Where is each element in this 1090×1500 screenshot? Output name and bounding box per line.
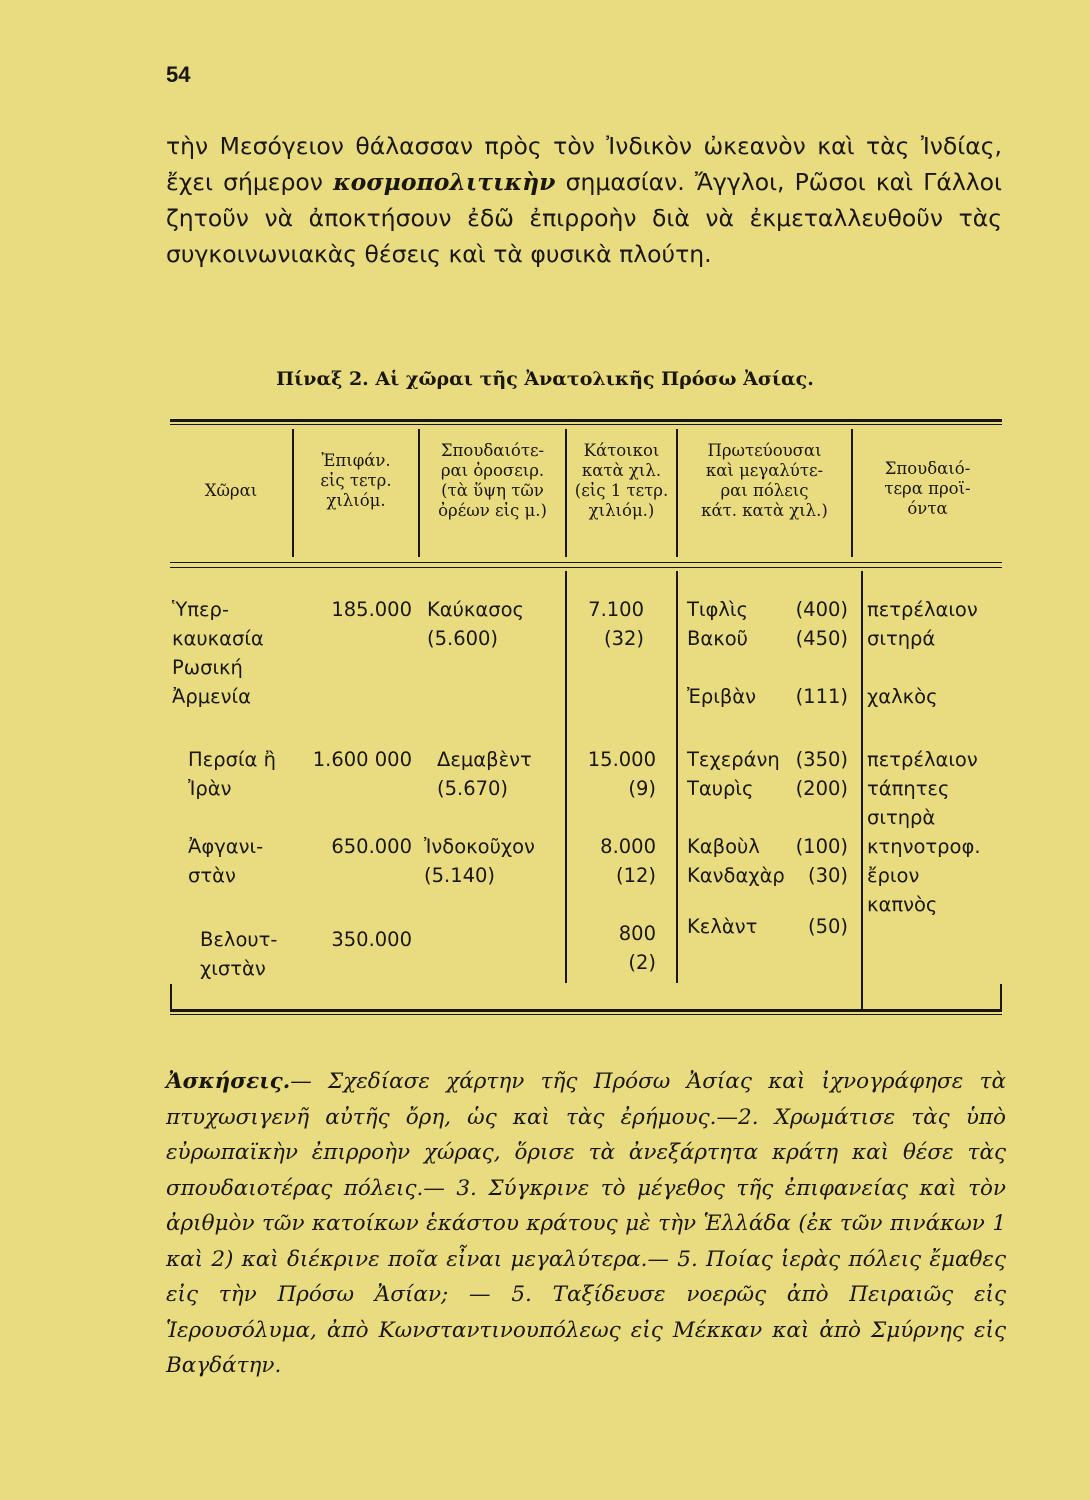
header-mountains: Σπουδαιότε- ραι ὀροσειρ. (τὰ ὕψη τῶν ὀρέων εἰς μ.) [438, 441, 547, 520]
table-row-2-cities: Τεχεράνη Ταυρὶς [687, 748, 780, 800]
table-row-3-mountains: Ἰνδοκοῦχον (5.140) [424, 835, 535, 887]
table-top-rule-thin [170, 424, 1002, 425]
table-row-1-mountains: Καύκασος (5.600) [427, 598, 525, 650]
table-row-3-country: Ἀφγανι- στὰν [188, 835, 264, 887]
body-divider-3 [861, 571, 863, 1009]
exercises-text: — Σχεδίασε χάρτην τῆς Πρόσω Ἀσίας καὶ ἰχνογράφησε τὰ πτυχωσιγενῆ αὐτῆς ὄρη, ὡς καὶ τὰς ἐρήμους.—2. Χρωμάτισε τὰς ὑπὸ εὐρωπαϊκὴν ἐπιρροὴν χώρας, ὅρισε τὰ ἀνεξάρτητα κράτη καὶ θέσε τὰς σπουδαιοτέρας πόλεις.— 3. Σύγκρινε τὸ μέγεθος τῆς ἐπιφανείας καὶ τὸν ἀριθμὸν τῶν κατοίκων ἑκάστου κράτους μὲ τὴν Ἑλλάδα (ἐκ τῶν πινάκων 1 καὶ 2) καὶ διέκρινε ποῖα εἶναι μεγαλύτερα.— 5. Ποίας ἱερὰς πόλεις ἔμαθες εἰς τὴν Πρόσω Ἀσίαν; — 5. Ταξίδευσε νοερῶς ἀπὸ Πειραιῶς εἰς Ἱερουσόλυμα, ἀπὸ Κωνσταντινουπόλεως εἰς Μέκκαν καὶ ἀπὸ Σμύρνης εἰς Βαγδάτην. [166, 1069, 1006, 1378]
body-divider-2 [676, 571, 678, 983]
table-row-1-country: Ὑπερ- καυκασία Ρωσική Ἀρμενία [172, 598, 264, 708]
header-country: Χῶραι [204, 481, 258, 500]
table-row-3-cities: Καβοὺλ Κανδαχὰρ [687, 835, 785, 887]
table-top-rule [170, 419, 1002, 422]
intro-text-end: σημασίαν. Ἄγγλοι, Ρῶσοι καὶ Γάλλοι ζητοῦν νὰ ἀποκτήσουν ἐδῶ ἐπιρροὴν διὰ νὰ ἐκμεταλλευθοῦν τὰς συγκοινωνιακὰς θέσεις καὶ τὰ φυσικὰ πλούτη. [166, 168, 1002, 268]
intro-emphasis: κοσμοπολιτικὴν [333, 168, 556, 196]
table-row-4-population: 800 (2) [618, 922, 656, 974]
table-row-2-city-pop: (350) (200) [795, 748, 848, 800]
page-number: 54 [166, 62, 191, 87]
header-products: Σπουδαιό- τερα προϊ- όντα [884, 459, 971, 518]
intro-text-start: τὴν Μεσόγειον θάλασσαν πρὸς τὸν Ἰνδικὸν ὠκεανὸν καὶ τὰς Ἰνδίας, ἔχει σήμερον [166, 132, 1002, 196]
intro-paragraph [166, 128, 1002, 272]
table-row-3-population: 8.000 (12) [600, 835, 656, 887]
right-border [1000, 984, 1002, 1009]
table-row-1-city-pop: (400) (450) (111) [795, 598, 848, 708]
table-row-3-city-pop: (100) (30) [795, 835, 848, 887]
table-row-4-city-pop: (50) [807, 915, 848, 938]
left-border [170, 984, 172, 1009]
table-row-1-population: 7.100 (32) [588, 598, 644, 650]
header-area: Ἐπιφάν. εἰς τετρ. χιλιόμ. [320, 451, 392, 510]
table-row-4-country: Βελουτ- χιστὰν [200, 928, 278, 980]
countries-table [170, 419, 1002, 1016]
table-row-4-area: 350.000 [331, 928, 412, 951]
table-row-2-population: 15.000 (9) [587, 748, 656, 800]
header-bottom-rule [170, 562, 1002, 563]
table-caption: Πίναξ 2. Αἱ χῶραι τῆς Ἀνατολικῆς Πρόσω Ἀσίας. [276, 368, 814, 390]
exercises-heading: Ἀσκήσεις. [166, 1069, 291, 1094]
table-row-1-cities: Τιφλὶς Βακοῦ Ἐριβὰν [687, 598, 757, 708]
table-row-4-cities: Κελὰντ [687, 915, 758, 938]
table-row-3-products: κτηνοτροφ. ἔριον καπνὸς [867, 835, 981, 916]
body-divider-1 [565, 571, 567, 983]
table-bottom-rule-thin [170, 1014, 1002, 1015]
exercises-paragraph [166, 1064, 1006, 1384]
table-row-3-area: 650.000 [331, 835, 412, 858]
table-row-2-products: πετρέλαιον τάπητες σιτηρὰ [867, 748, 978, 829]
table-row-2-area: 1.600 000 [312, 748, 412, 771]
table-row-1-products: πετρέλαιον σιτηρά χαλκὸς [867, 598, 978, 708]
table-bottom-rule [170, 1009, 1002, 1012]
header-cities: Πρωτεύουσαι καὶ μεγαλύτε- ραι πόλεις κάτ. κατὰ χιλ.) [701, 441, 828, 520]
header-population: Κάτοικοι κατὰ χιλ. (εἰς 1 τετρ. χιλιόμ.) [574, 441, 669, 520]
table-row-2-mountains: Δεμαβὲντ (5.670) [437, 748, 532, 800]
table-row-1-area: 185.000 [331, 598, 412, 621]
table-row-2-country: Περσία ἢ Ἰρὰν [188, 748, 276, 800]
header-bottom-rule-thin [170, 567, 1002, 568]
